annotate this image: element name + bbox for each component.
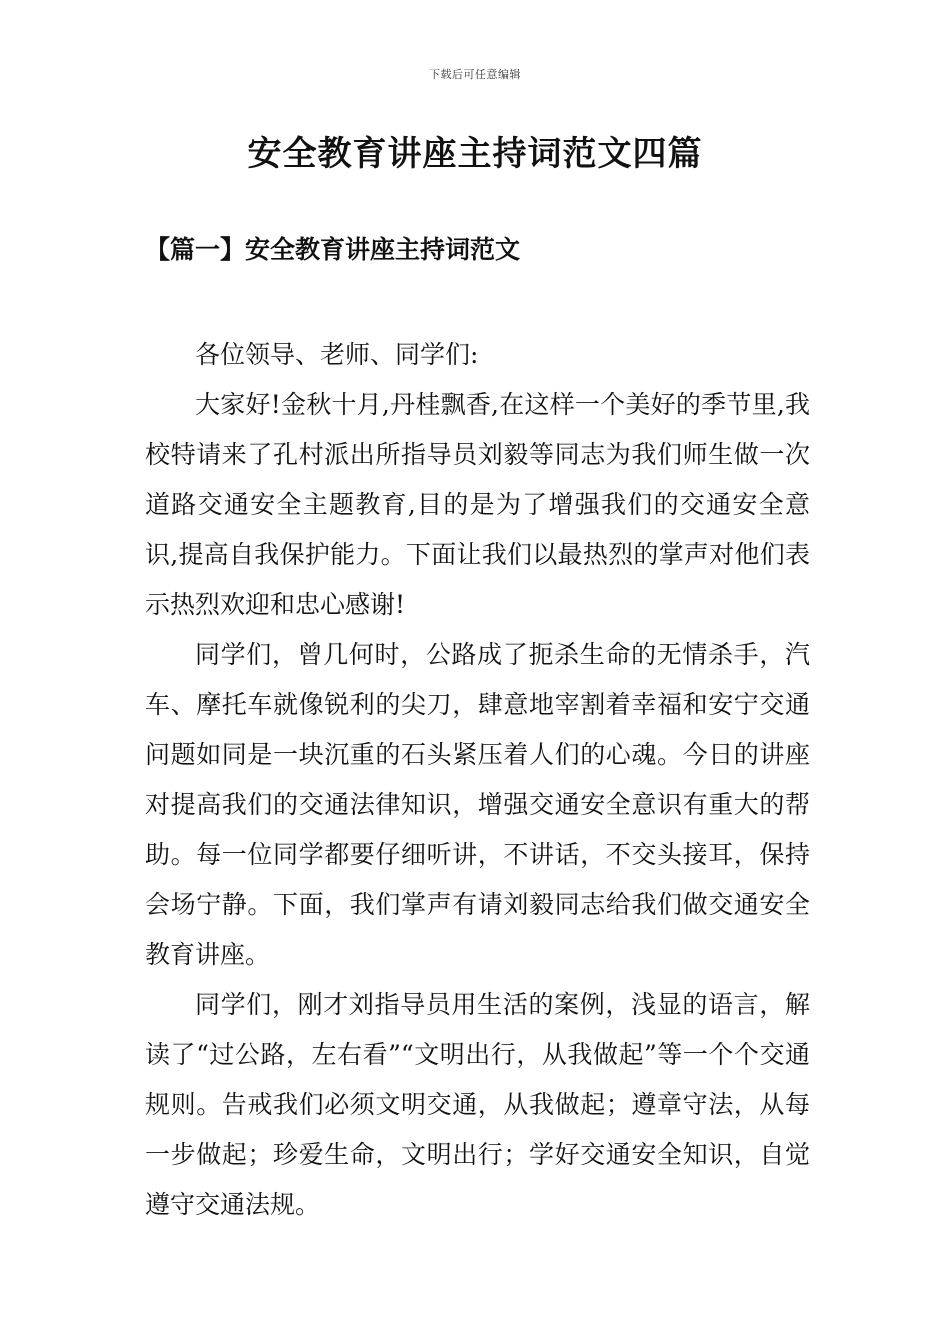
paragraph-greeting: 各位领导、老师、同学们: bbox=[195, 340, 479, 369]
body-text bbox=[145, 330, 810, 1230]
document-title: 安全教育讲座主持词范文四篇 bbox=[247, 134, 703, 174]
paragraph-summary: 同学们，刚才刘指导员用生活的案例，浅显的语言，解读了“过公路，左右看”“文明出行，从我做起”等一个个交通规则。告戒我们必须文明交通，从我做起；遵章守法，从每一步做起；珍爱生命，文明出行；学好交通安全知识，自觉遵守交通法规。 bbox=[145, 990, 810, 1219]
paragraph-introduction: 同学们，曾几何时，公路成了扼杀生命的无情杀手，汽车、摩托车就像锐利的尖刀，肆意地宰割着幸福和安宁交通问题如同是一块沉重的石头紧压着人们的心魂。今日的讲座对提高我们的交通法律知识，增强交通安全意识有重大的帮助。每一位同学都要仔细听讲，不讲话，不交头接耳，保持会场宁静。下面，我们掌声有请刘毅同志给我们做交通安全教育讲座。 bbox=[145, 640, 810, 969]
paragraph-welcome: 大家好!金秋十月,丹桂飘香,在这样一个美好的季节里,我校特请来了孔村派出所指导员刘毅等同志为我们师生做一次道路交通安全主题教育,目的是为了增强我们的交通安全意识,提高自我保护能力。下面让我们以最热烈的掌声对他们表示热烈欢迎和忠心感谢! bbox=[145, 390, 810, 619]
section-heading: 【篇一】安全教育讲座主持词范文 bbox=[145, 235, 521, 264]
header-note: 下载后可任意编辑 bbox=[429, 68, 521, 81]
